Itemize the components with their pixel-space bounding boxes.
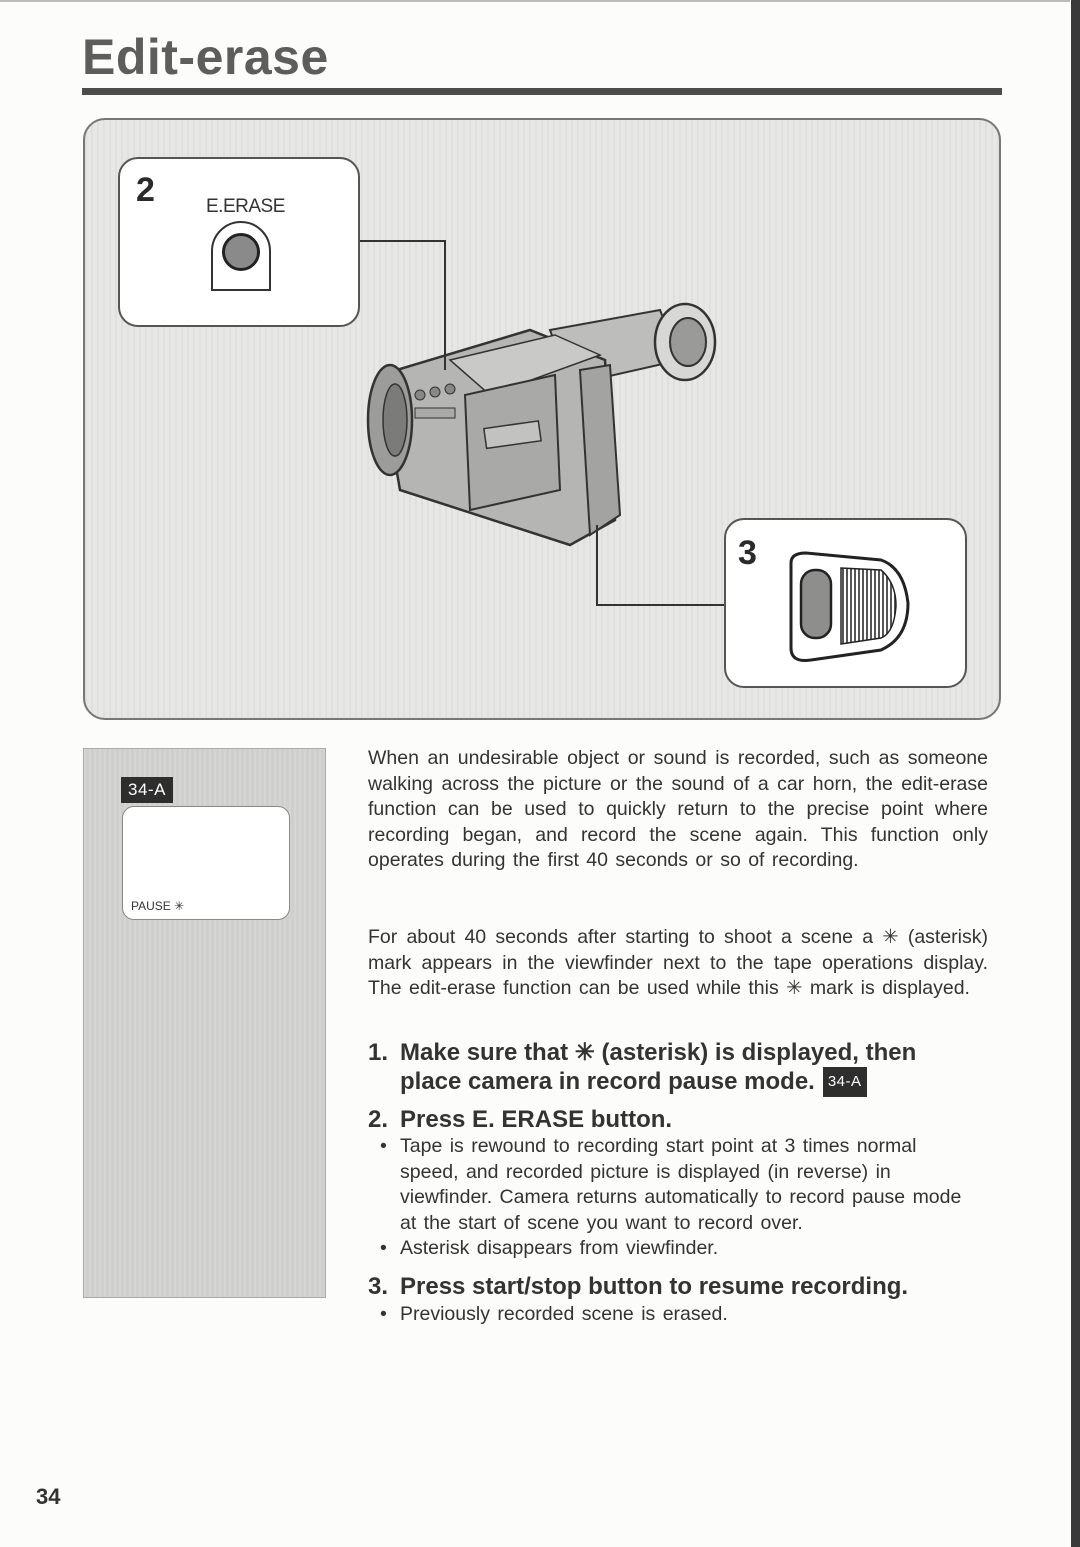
step-2 bbox=[368, 1106, 988, 1134]
step-2-bullets bbox=[380, 1134, 980, 1262]
callout-number: 3 bbox=[738, 534, 757, 572]
step-3-bullets bbox=[380, 1302, 980, 1328]
intro-paragraph: When an undesirable object or sound is recorded, such as someone walking across the picture or the sound of a car horn, the edit-erase function can be used to quickly return to the precise point where recording began, and record the scene again. This function only operates during the first 40 seconds or so of recording. bbox=[368, 747, 988, 871]
step-text: Press start/stop button to resume recording. bbox=[400, 1273, 909, 1300]
step-number: 1. bbox=[368, 1039, 389, 1066]
leader-line-3-v bbox=[596, 525, 598, 605]
erase-button-housing-icon bbox=[211, 221, 271, 291]
viewfinder-pause-text: PAUSE ✳ bbox=[131, 899, 185, 913]
erase-button-label: E.ERASE bbox=[206, 196, 285, 217]
step-text-line2: place camera in record pause mode. bbox=[400, 1068, 815, 1095]
start-stop-button-icon bbox=[786, 548, 916, 668]
step-3 bbox=[368, 1273, 988, 1301]
page-number: 34 bbox=[36, 1484, 61, 1509]
camcorder-icon bbox=[360, 300, 730, 670]
leader-line-2-h bbox=[360, 240, 446, 242]
callout-start-stop-button bbox=[724, 518, 967, 688]
leader-line-2-v bbox=[444, 240, 446, 370]
top-edge-rule bbox=[0, 0, 1070, 2]
reference-badge: 34-A bbox=[121, 777, 173, 803]
step-number: 2. bbox=[368, 1106, 389, 1133]
title-underline bbox=[82, 88, 1002, 95]
step-1 bbox=[368, 1039, 988, 1097]
step-number: 3. bbox=[368, 1273, 389, 1300]
bullet-item: • Tape is rewound to recording start point at 3 times normal speed, and recorded picture is displayed (in reverse) in viewfinder. Camera returns automatically to record pause mode at the start of scene you want to record over. bbox=[380, 1134, 980, 1236]
leader-line-3-h bbox=[596, 604, 724, 606]
bullet-item: • Previously recorded scene is erased. bbox=[380, 1302, 980, 1328]
step-text: Press E. ERASE button. bbox=[400, 1106, 673, 1133]
viewfinder-display bbox=[122, 806, 290, 920]
bullet-item: • Asterisk disappears from viewfinder. bbox=[380, 1236, 980, 1262]
callout-erase-button bbox=[118, 157, 360, 327]
step-text-line1: Make sure that ✳ (asterisk) is displayed, then bbox=[400, 1039, 917, 1066]
callout-number: 2 bbox=[136, 171, 155, 209]
reference-badge: 34-A bbox=[823, 1067, 867, 1097]
page-edge-shadow bbox=[1071, 0, 1080, 1547]
erase-button-icon bbox=[222, 233, 260, 271]
page-title: Edit-erase bbox=[82, 29, 329, 85]
asterisk-paragraph: For about 40 seconds after starting to shoot a scene a ✳ (asterisk) mark appears in the viewfinder next to the tape operations display. The edit-erase function can be used while this ✳ mark is displayed. bbox=[368, 926, 988, 999]
viewfinder-sidebar bbox=[83, 748, 326, 1298]
